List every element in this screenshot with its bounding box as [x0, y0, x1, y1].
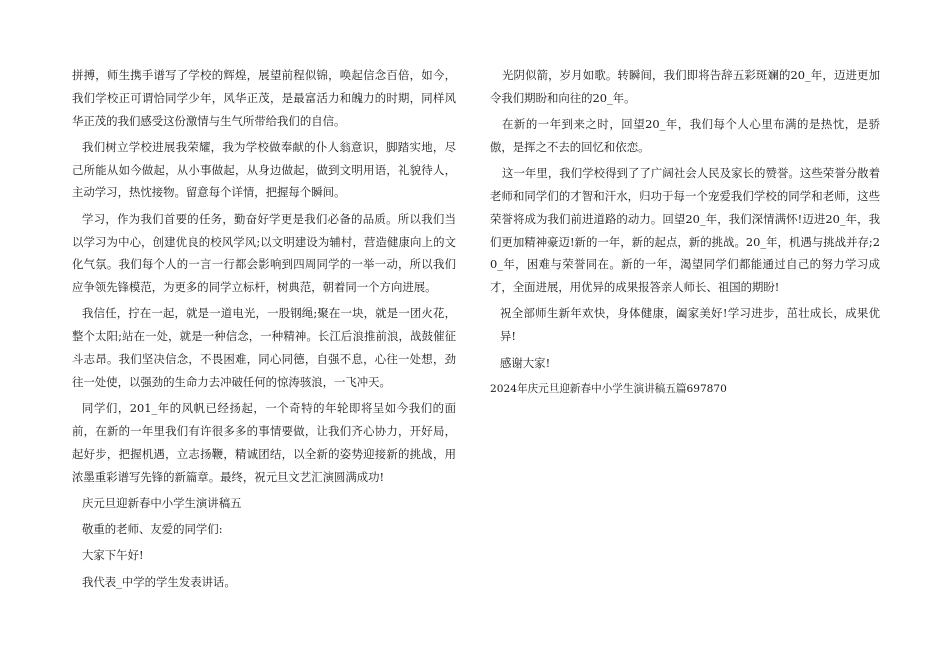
paragraph: 同学们，201_年的风帆已经扬起，一个奇特的年轮即将呈如今我们的面前，在新的一年里我们有许很多多的事情要做，让我们齐心协力，开好局，起好步，把握机遇，立志扬鞭，精诚团结，以全新的姿势迎接新的挑战，用浓墨重彩谱写先锋的新篇章。最终，祝元旦文艺汇演圆满成功!: [72, 401, 456, 484]
closing-wish: 祝全部师生新年欢快，身体健康，阖家美好!学习进步，茁壮成长，成果优异!: [500, 306, 880, 344]
document-title: 2024年庆元旦迎新春中小学生演讲稿五篇697870: [490, 382, 727, 395]
paragraph: 学习，作为我们首要的任务，勤奋好学更是我们必备的品质。所以我们当以学习为中心，创建优良的校风学风;以文明建设为辅村，营造健康向上的文化气氛。我们每个人的一言一行都会影响到四周同学的一举一动，所以我们应争领先锋模范，为更多的同学立标杆，树典范，朝着同一个方向进展。: [72, 211, 456, 295]
left-text-column: [72, 64, 456, 597]
right-text-column: [490, 64, 880, 401]
speech-heading: 庆元旦迎新春中小学生演讲稿五: [82, 495, 242, 510]
salutation: 敬重的老师、友爱的同学们:: [82, 522, 223, 537]
paragraph: 我们树立学校进展我荣耀，我为学校做奉献的仆人翁意识，脚踏实地，尽己所能从如今做起，从小事做起，从身边做起，做到文明用语，礼貌待人，主动学习，热忱接物。留意每个详情，把握每个瞬间。: [72, 139, 456, 200]
paragraph: 拼搏，师生携手谱写了学校的辉煌，展望前程似锦，唤起信念百倍，如今，我们学校正可谓恰同学少年，风华正茂，是最富活力和魄力的时期，同样风华正茂的我们感受这份激情与生气所带给我们的自信。: [72, 68, 456, 128]
paragraph: 在新的一年到来之时，回望20_年，我们每个人心里布满的是热忱，是骄傲，是挥之不去的回忆和依恋。: [490, 117, 880, 154]
paragraph: 这一年里，我们学校得到了了广阔社会人民及家长的赞誉。这些荣誉分散着老师和同学们的才智和汗水，归功于每一个宠爱我们学校的同学和老师，这些荣誉将成为我们前进道路的动力。回望20_年，我们深情满怀!迈进20_年，我们更加精神豪迈!新的一年，新的起点，新的挑战。20_年，机遇与挑战并存;20_年，困难与荣誉同在。新的一年，渴望同学们都能通过自己的努力学习成才，全面进展，用优异的成果报答亲人师长、祖国的期盼!: [490, 166, 880, 295]
closing-thanks: 感谢大家!: [500, 355, 551, 370]
paragraph: 光阴似箭，岁月如歌。转瞬间，我们即将告辞五彩斑斓的20_年，迈进更加令我们期盼和向往的20_年。: [490, 68, 880, 105]
paragraph: 我代表_中学的学生发表讲话。: [82, 574, 236, 589]
paragraph: 我信任，拧在一起，就是一道电光，一股钢绳;聚在一块，就是一团火花，整个太阳;站在一处，就是一种信念，一种精神。长江后浪推前浪，战鼓催征斗志昂。我们坚决信念，不畏困难，同心同德，自强不息，心往一处想，劲往一处使，以强劲的生命力去冲破任何的惊涛骇浪，一飞冲天。: [72, 306, 456, 389]
greeting: 大家下午好!: [82, 548, 144, 563]
